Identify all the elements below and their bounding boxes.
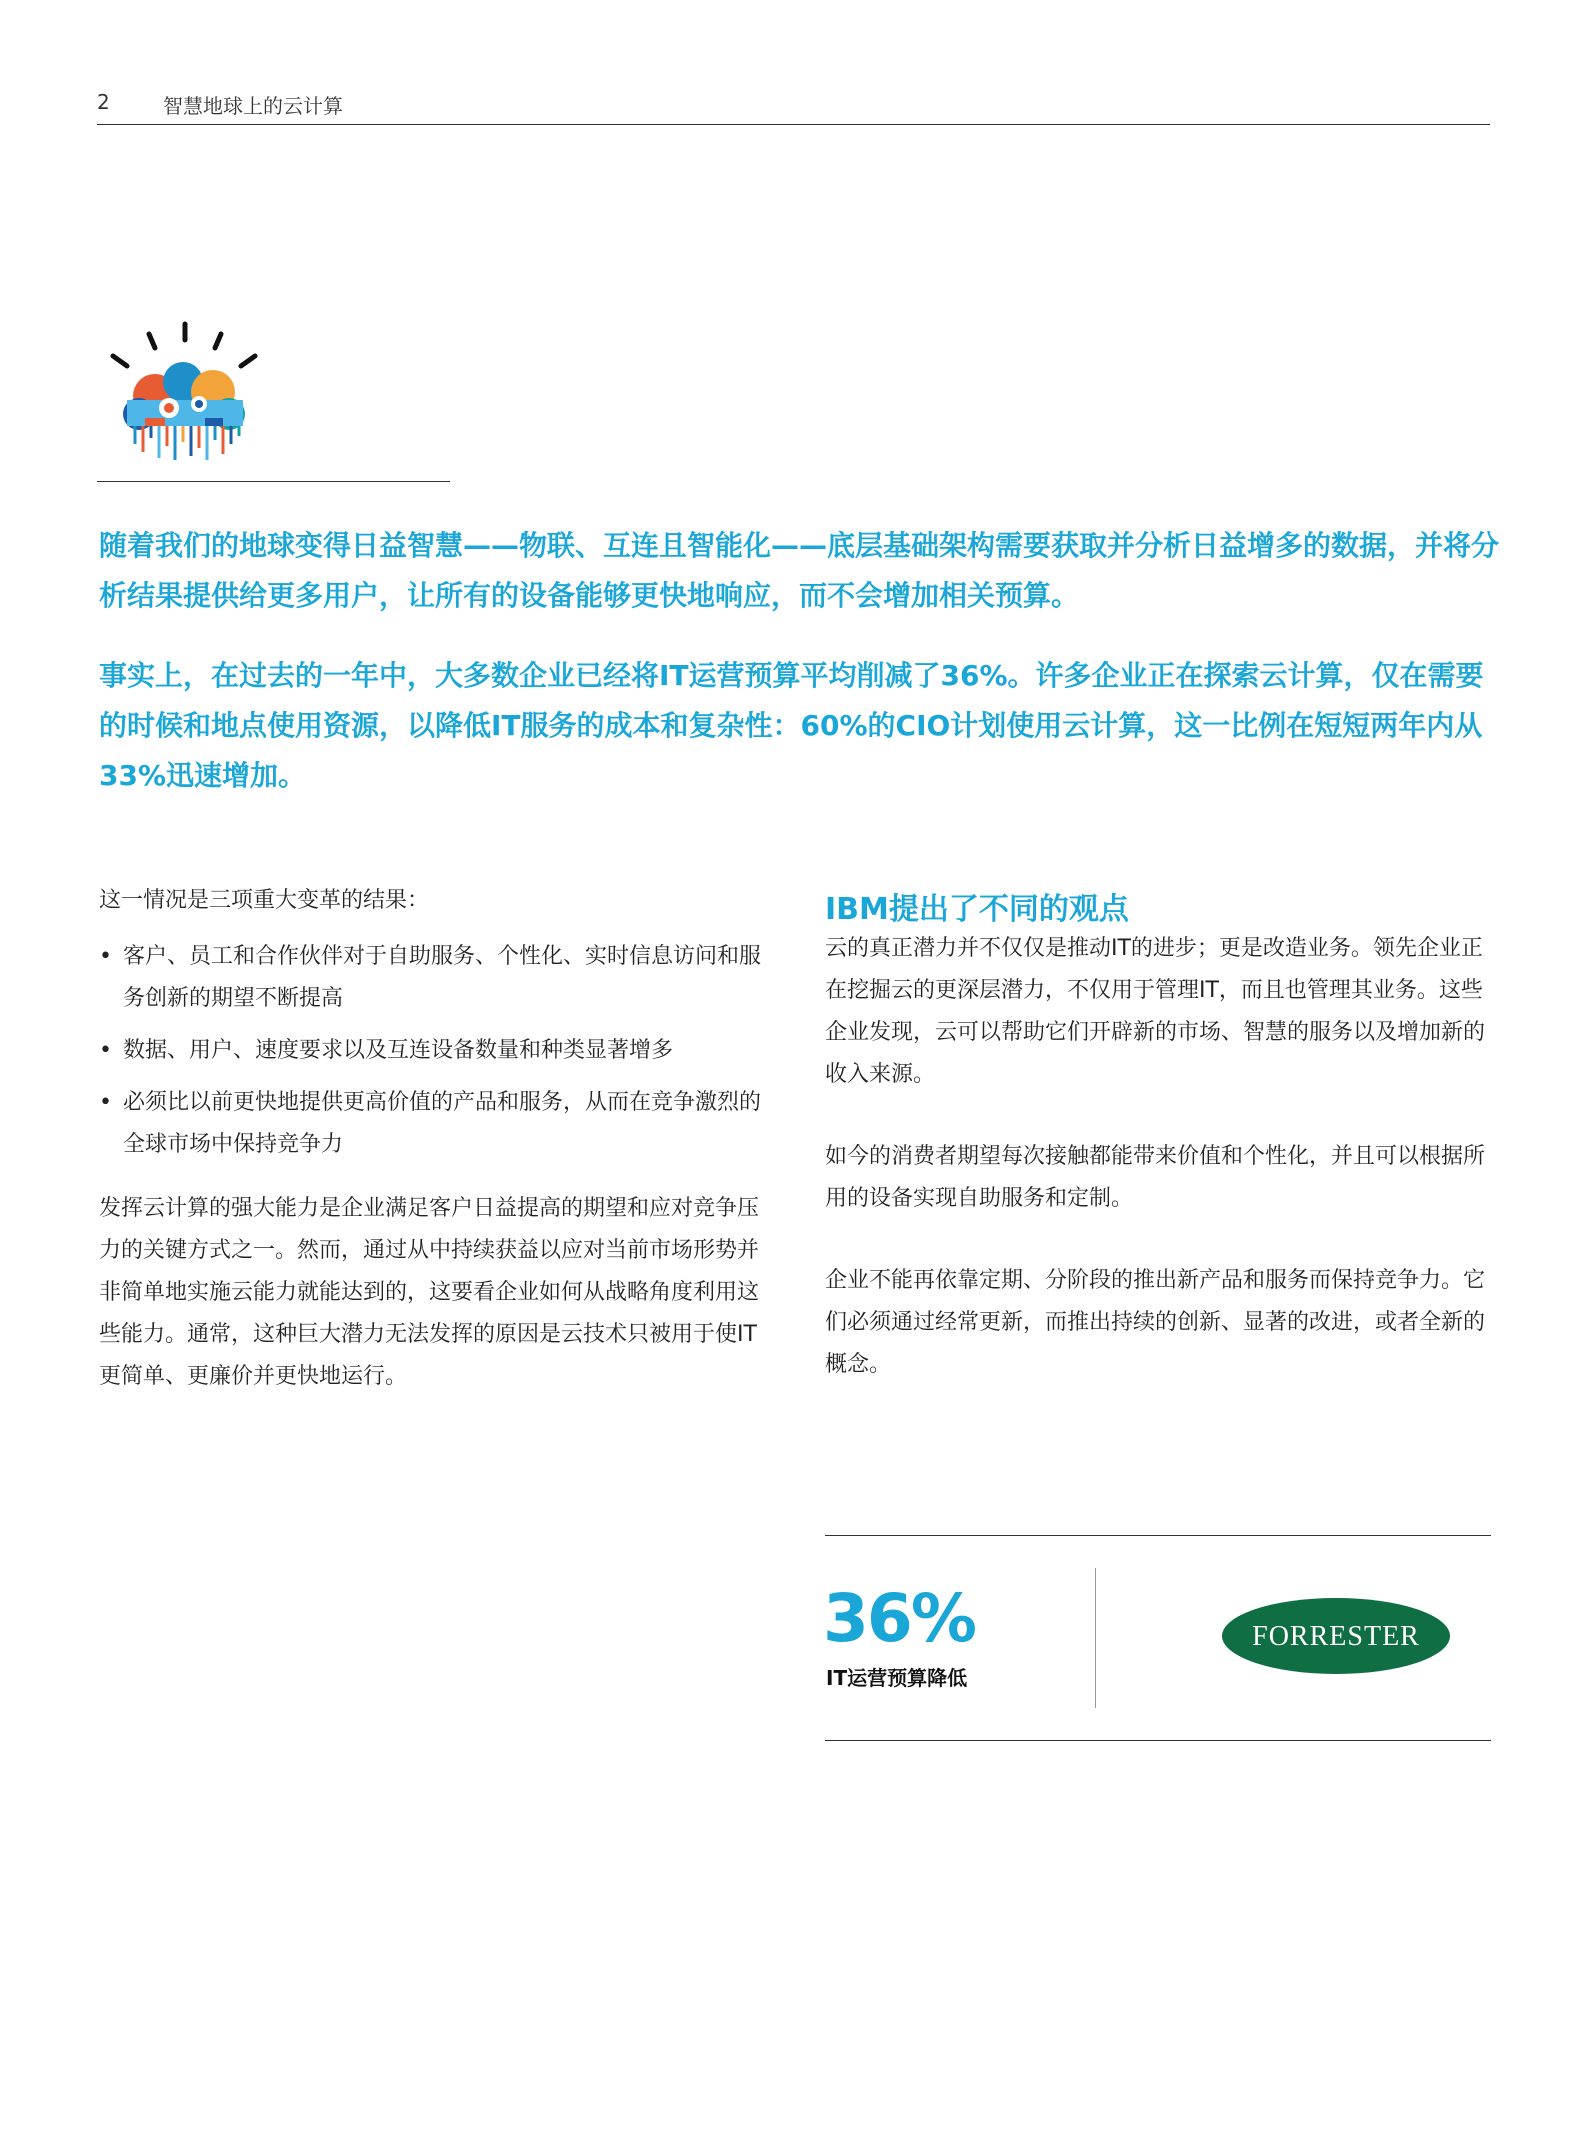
right-column	[825, 928, 1490, 1426]
bullet-item: • 客户、员工和合作伙伴对于自助服务、个性化、实时信息访问和服务创新的期望不断提高	[99, 936, 769, 1020]
bullet-item: • 必须比以前更快地提供更高价值的产品和服务，从而在竞争激烈的全球市场中保持竞争力	[99, 1082, 769, 1166]
stat-value: 36%	[823, 1580, 975, 1657]
running-header-title: 智慧地球上的云计算	[163, 94, 343, 118]
header-rule	[97, 124, 1490, 125]
left-closing-paragraph: 发挥云计算的强大能力是企业满足客户日益提高的期望和应对竞争压力的关键方式之一。然而，通过从中持续获益以应对当前市场形势并非简单地实施云能力就能达到的，这要看企业如何从战略角度利用这些能力。通常，这种巨大潜力无法发挥的原因是云技术只被用于使IT更简单、更廉价并更快地运行。	[99, 1196, 760, 1389]
page-number: 2	[97, 90, 110, 114]
right-paragraph: 如今的消费者期望每次接触都能带来价值和个性化，并且可以根据所用的设备实现自助服务和定制。	[825, 1144, 1486, 1211]
change-bullet-list	[99, 936, 769, 1166]
lead-paragraph-1: 随着我们的地球变得日益智慧——物联、互连且智能化——底层基础架构需要获取并分析日益增多的数据，并将分析结果提供给更多用户，让所有的设备能够更快地响应，而不会增加相关预算。	[99, 529, 1500, 612]
stat-divider	[1095, 1568, 1096, 1708]
forrester-logo-text: FORRESTER	[1252, 1621, 1420, 1652]
section-heading: IBM提出了不同的观点	[825, 892, 1129, 927]
bullet-item: • 数据、用户、速度要求以及互连设备数量和种类显著增多	[99, 1030, 769, 1072]
stat-label: IT运营预算降低	[826, 1666, 968, 1690]
stat-top-rule	[825, 1535, 1491, 1536]
lead-paragraph-2: 事实上，在过去的一年中，大多数企业已经将IT运营预算平均削减了36%。许多企业正在探索云计算，仅在需要的时候和地点使用资源，以降低IT服务的成本和复杂性：60%的CIO计划使用云计算，这一比例在短短两年内从33%迅速增加。	[99, 659, 1484, 792]
right-paragraph: 云的真正潜力并不仅仅是推动IT的进步；更是改造业务。领先企业正在挖掘云的更深层潜力，不仅用于管理IT，而且也管理其业务。这些企业发现，云可以帮助它们开辟新的市场、智慧的服务以及增加新的收入来源。	[825, 936, 1486, 1087]
icon-rule	[97, 481, 450, 482]
forrester-logo	[1220, 1596, 1452, 1676]
smarter-planet-cloud-icon	[105, 318, 265, 464]
stat-bottom-rule	[825, 1740, 1491, 1741]
right-paragraph: 企业不能再依靠定期、分阶段的推出新产品和服务而保持竞争力。它们必须通过经常更新，而推出持续的创新、显著的改进，或者全新的概念。	[825, 1268, 1486, 1377]
left-intro: 这一情况是三项重大变革的结果：	[99, 888, 430, 913]
left-column	[99, 880, 769, 1398]
